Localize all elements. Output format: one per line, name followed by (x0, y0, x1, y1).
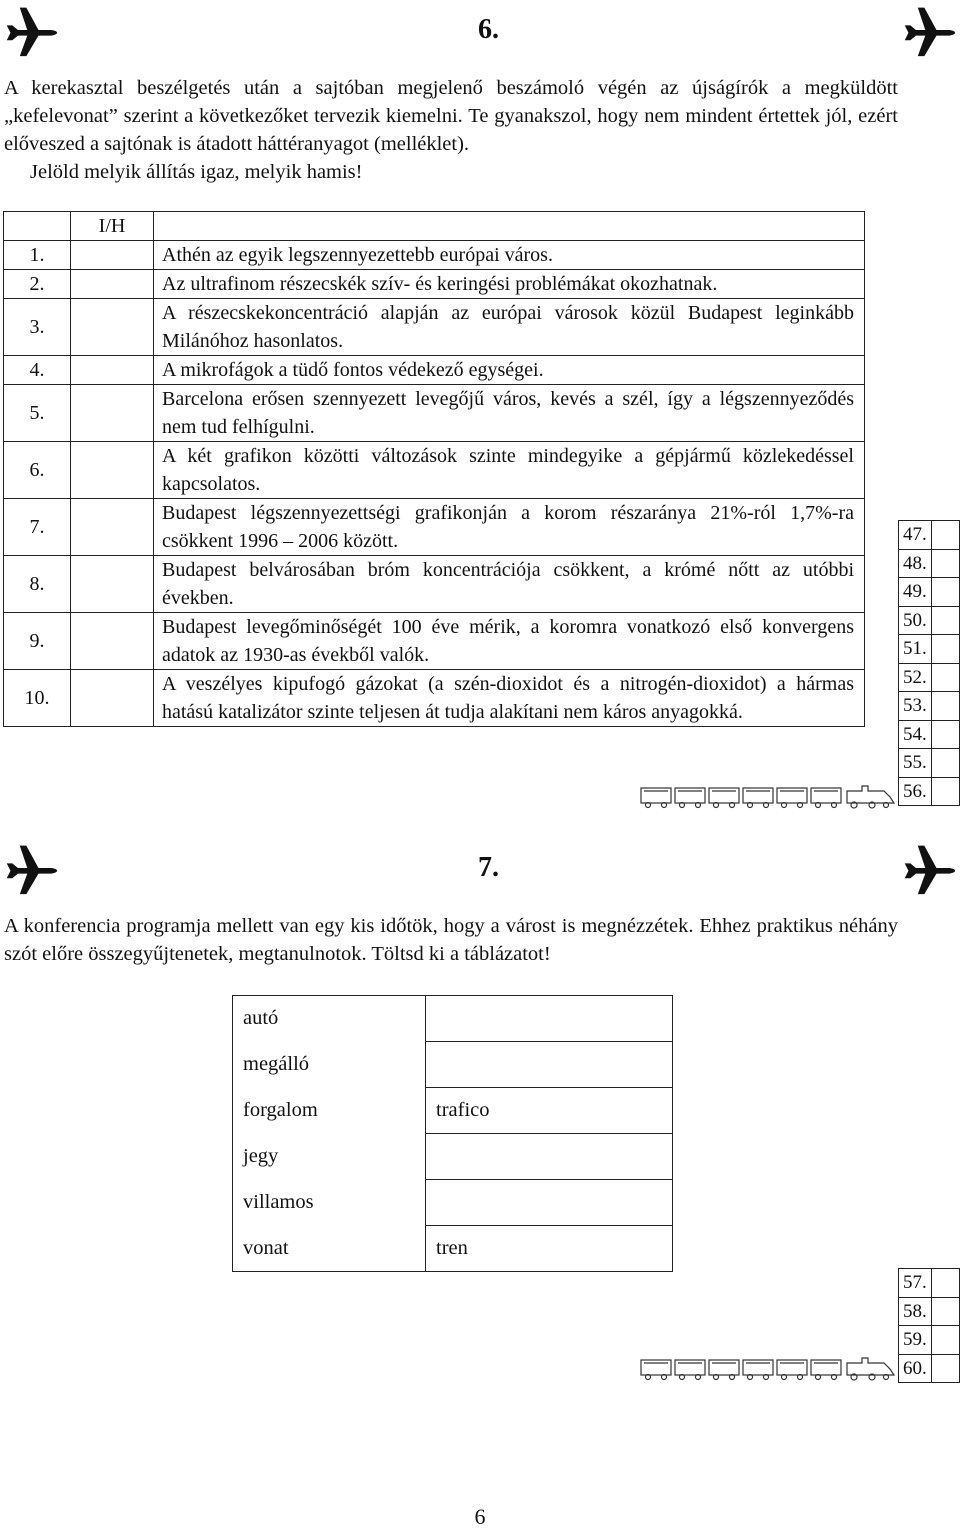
table-row (4, 613, 865, 670)
score-label: 59. (899, 1326, 932, 1355)
train-icon (640, 783, 896, 809)
score-cell[interactable] (931, 749, 959, 778)
score-cell[interactable] (931, 1297, 959, 1326)
table-row (4, 556, 865, 613)
translation-cell[interactable]: trafico (426, 1088, 673, 1134)
vocab-word: autó (233, 996, 426, 1042)
table-row (4, 241, 865, 270)
answer-cell[interactable] (71, 270, 154, 299)
statement-number: 1. (4, 241, 71, 270)
score-cell[interactable] (931, 663, 959, 692)
translation-cell[interactable] (426, 996, 673, 1042)
answer-cell[interactable] (71, 442, 154, 499)
table-row (4, 499, 865, 556)
table-row (4, 442, 865, 499)
section6-intro-block (4, 74, 898, 186)
vocab-word: villamos (233, 1180, 426, 1226)
header-blank-cell (154, 212, 865, 241)
answer-cell[interactable] (71, 670, 154, 727)
translation-cell[interactable]: tren (426, 1226, 673, 1272)
translation-cell[interactable] (426, 1042, 673, 1088)
section-number-6: 6. (478, 14, 499, 45)
score-label: 47. (899, 521, 932, 550)
table-row (4, 385, 865, 442)
score-cell[interactable] (931, 578, 959, 607)
statement-text: Budapest levegőminőségét 100 éve mérik, a koromra vonatkozó első konvergens adatok az 1930-as évekből valók. (154, 613, 865, 670)
table-row (233, 1134, 673, 1180)
table-row (4, 670, 865, 727)
statement-number: 6. (4, 442, 71, 499)
score-label: 57. (899, 1269, 932, 1298)
statement-number: 5. (4, 385, 71, 442)
statement-text: A két grafikon közötti változások szinte mindegyike a gépjármű közlekedéssel kapcsolatos. (154, 442, 865, 499)
score-box-section7 (898, 1268, 960, 1383)
vocabulary-table (232, 995, 673, 1272)
statement-number: 10. (4, 670, 71, 727)
table-row (233, 1088, 673, 1134)
score-cell[interactable] (931, 606, 959, 635)
airplane-icon (2, 840, 60, 896)
score-label: 52. (899, 663, 932, 692)
vocab-word: jegy (233, 1134, 426, 1180)
header-blank-cell (4, 212, 71, 241)
score-box-section6 (898, 520, 960, 806)
header-ih: I/H (71, 212, 154, 241)
table-row (4, 270, 865, 299)
answer-cell[interactable] (71, 241, 154, 270)
table-row (4, 356, 865, 385)
statement-number: 7. (4, 499, 71, 556)
answer-cell[interactable] (71, 556, 154, 613)
statement-text: A mikrofágok a tüdő fontos védekező egységei. (154, 356, 865, 385)
score-cell[interactable] (931, 1326, 959, 1355)
score-label: 60. (899, 1354, 932, 1383)
translation-cell[interactable] (426, 1134, 673, 1180)
airplane-icon (2, 2, 60, 58)
statement-number: 8. (4, 556, 71, 613)
score-cell[interactable] (931, 1269, 959, 1298)
score-cell[interactable] (931, 521, 959, 550)
train-icon (640, 1355, 896, 1381)
answer-cell[interactable] (71, 613, 154, 670)
score-cell[interactable] (931, 692, 959, 721)
score-cell[interactable] (931, 777, 959, 806)
statement-text: Budapest belvárosában bróm koncentrációja csökkent, a krómé nőtt az utóbbi években. (154, 556, 865, 613)
score-label: 51. (899, 635, 932, 664)
answer-cell[interactable] (71, 356, 154, 385)
table-row (233, 1042, 673, 1088)
section-number-7: 7. (478, 852, 499, 883)
section6-intro: A kerekasztal beszélgetés után a sajtóban megjelenő beszámoló végén az újságírók a megküldött „kefelevonat” szerint a következőket tervezik kiemelni. Te gyanakszol, hogy nem mindent értettek jól, ezért előveszed a sajtónak is átadott háttéranyagot (melléklet). (4, 77, 898, 155)
statement-number: 2. (4, 270, 71, 299)
table-header-row (4, 212, 865, 241)
score-cell[interactable] (931, 1354, 959, 1383)
airplane-icon (900, 840, 958, 896)
score-cell[interactable] (931, 549, 959, 578)
score-label: 58. (899, 1297, 932, 1326)
translation-cell[interactable] (426, 1180, 673, 1226)
vocab-word: forgalom (233, 1088, 426, 1134)
statement-text: Athén az egyik legszennyezettebb európai város. (154, 241, 865, 270)
answer-cell[interactable] (71, 299, 154, 356)
score-label: 49. (899, 578, 932, 607)
statement-number: 3. (4, 299, 71, 356)
true-false-table (3, 211, 865, 727)
score-label: 50. (899, 606, 932, 635)
vocab-word: megálló (233, 1042, 426, 1088)
table-row (233, 996, 673, 1042)
statement-text: Barcelona erősen szennyezett levegőjű város, kevés a szél, így a légszennyeződés nem tud felhígulni. (154, 385, 865, 442)
statement-number: 9. (4, 613, 71, 670)
table-row (233, 1226, 673, 1272)
answer-cell[interactable] (71, 499, 154, 556)
score-label: 55. (899, 749, 932, 778)
score-label: 54. (899, 720, 932, 749)
score-cell[interactable] (931, 635, 959, 664)
statement-text: A veszélyes kipufogó gázokat (a szén-dioxidot és a nitrogén-dioxidot) a hármas hatású katalizátor szinte teljesen át tudja alakítani nem káros anyagokká. (154, 670, 865, 727)
airplane-icon (900, 2, 958, 58)
statement-text: Az ultrafinom részecskék szív- és keringési problémákat okozhatnak. (154, 270, 865, 299)
section6-instruction: Jelöld melyik állítás igaz, melyik hamis! (30, 161, 363, 183)
table-row (4, 299, 865, 356)
score-label: 48. (899, 549, 932, 578)
score-cell[interactable] (931, 720, 959, 749)
section7-intro-block (4, 912, 898, 968)
answer-cell[interactable] (71, 385, 154, 442)
table-row (233, 1180, 673, 1226)
section7-intro: A konferencia programja mellett van egy kis időtök, hogy a várost is megnézzétek. Ehhez praktikus néhány szót előre összegyűjtenetek, megtanulnotok. Töltsd ki a táblázatot! (4, 915, 898, 965)
statement-number: 4. (4, 356, 71, 385)
score-label: 53. (899, 692, 932, 721)
score-label: 56. (899, 777, 932, 806)
page-number: 6 (474, 1504, 486, 1529)
vocab-word: vonat (233, 1226, 426, 1272)
statement-text: A részecskekoncentráció alapján az európai városok közül Budapest leginkább Milánóhoz hasonlatos. (154, 299, 865, 356)
statement-text: Budapest légszennyezettségi grafikonján a korom részaránya 21%-ról 1,7%-ra csökkent 1996 – 2006 között. (154, 499, 865, 556)
